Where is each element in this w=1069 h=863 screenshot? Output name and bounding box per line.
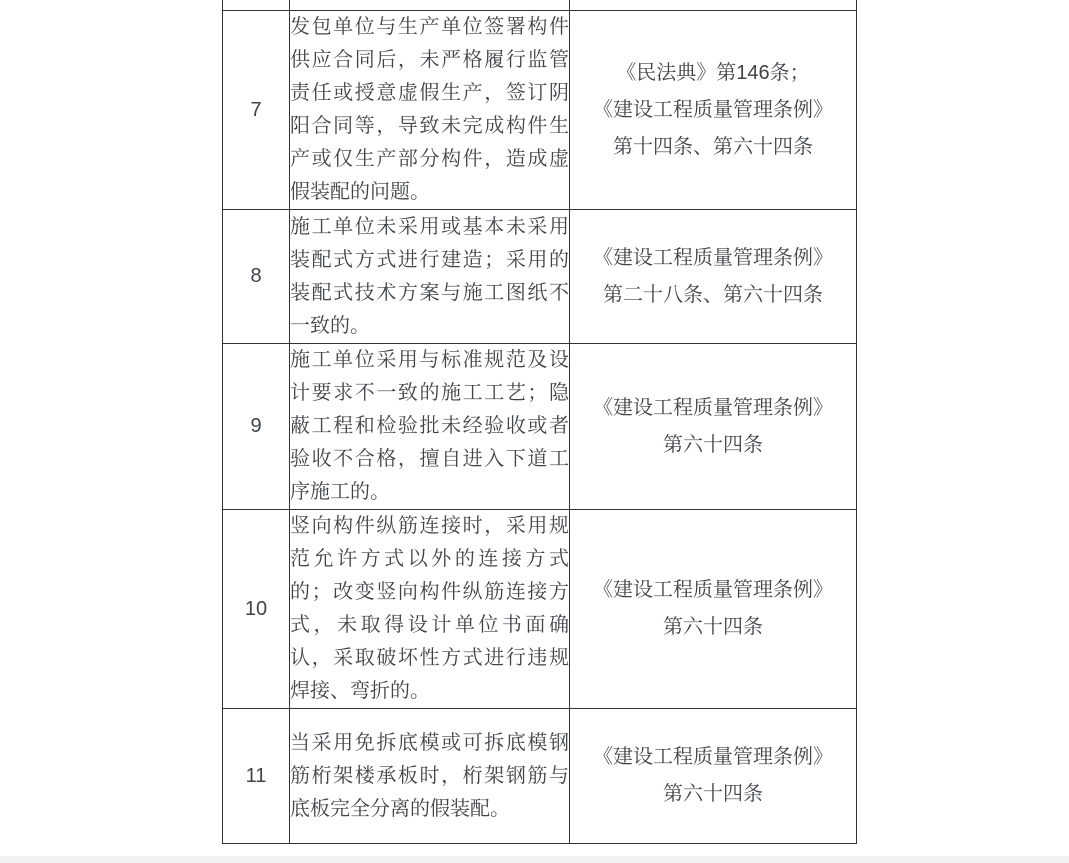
row-index-cell: 7 [223,11,290,210]
description-cell: 发包单位与生产单位签署构件供应合同后，未严格履行监管责任或授意虚假生产，签订阴阳合同等，导致未完成构件生产或仅生产部分构件，造成虚假装配的问题。 [290,11,570,210]
legal-basis-cell [570,510,857,709]
description-cell: 施工单位未采用或基本未采用装配式方式进行建造；采用的装配式技术方案与施工图纸不一致的。 [290,210,570,344]
legal-basis-line: 第六十四条 [663,433,763,456]
legal-basis-cell [570,0,857,11]
row-index-cell: 9 [223,344,290,510]
legal-basis-line: 《建设工程质量管理条例》 [593,396,833,419]
legal-basis-line: 《建设工程质量管理条例》 [593,246,833,269]
table-row [223,510,857,709]
table-row [223,709,857,844]
row-index-cell [223,0,290,11]
legal-basis-cell [570,11,857,210]
description-cell: 竖向构件纵筋连接时，采用规范允许方式以外的连接方式的；改变竖向构件纵筋连接方式，未取得设计单位书面确认，采取破坏性方式进行违规焊接、弯折的。 [290,510,570,709]
legal-basis-cell [570,210,857,344]
legal-basis-line: 第六十四条 [663,616,763,638]
legal-basis-cell [570,344,857,510]
row-index-cell: 11 [223,709,290,844]
row-index-cell: 10 [223,510,290,709]
legal-basis-line: 《民法典》第146条； [616,61,810,84]
table-row [223,344,857,510]
legal-basis-line: 《建设工程质量管理条例》 [593,746,833,768]
table-row-partial [223,0,857,11]
legal-basis-cell [570,709,857,844]
row-index-cell: 8 [223,210,290,344]
table-row [223,210,857,344]
legal-basis-line: 第二十八条、第六十四条 [603,283,823,306]
description-cell [290,0,570,11]
violations-table [222,0,857,844]
legal-basis-line: 第六十四条 [663,783,763,805]
legal-basis-line: 《建设工程质量管理条例》 [593,579,833,601]
legal-basis-line: 第十四条、第六十四条 [613,135,813,158]
description-cell: 当采用免拆底模或可拆底模钢筋桁架楼承板时，桁架钢筋与底板完全分离的假装配。 [290,709,570,844]
table-row [223,11,857,210]
page-bottom-strip [0,856,1069,863]
legal-basis-line: 《建设工程质量管理条例》 [593,98,833,121]
description-cell: 施工单位采用与标准规范及设计要求不一致的施工工艺；隐蔽工程和检验批未经验收或者验收不合格，擅自进入下道工序施工的。 [290,344,570,510]
